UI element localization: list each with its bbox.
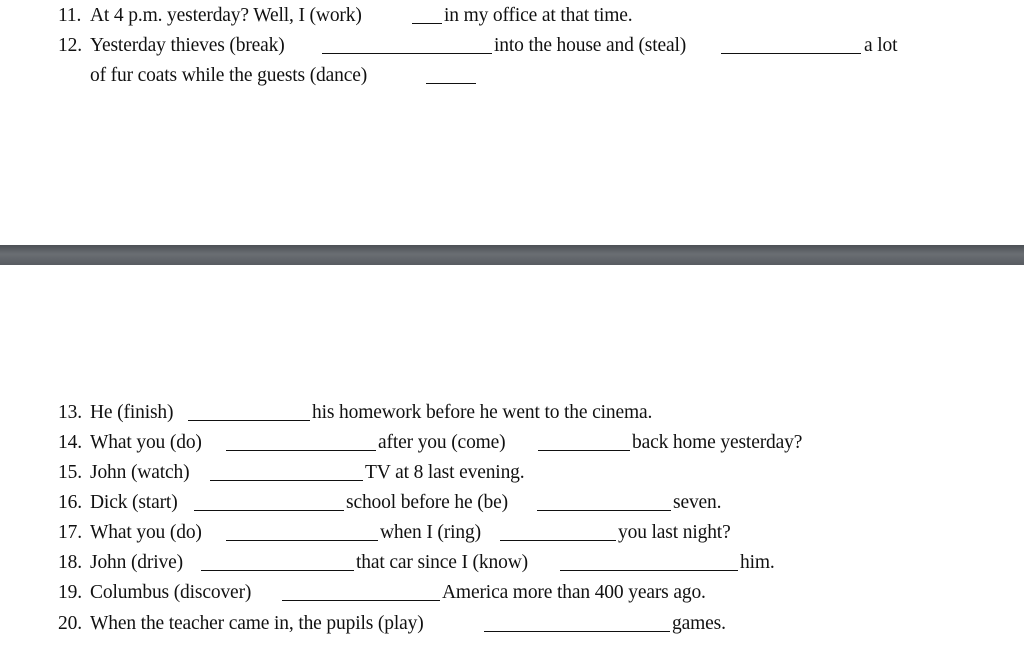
question-text: him. (740, 552, 775, 573)
answer-blank[interactable] (412, 23, 442, 24)
question-text: in my office at that time. (444, 5, 633, 26)
answer-blank[interactable] (201, 570, 354, 571)
question-text: games. (672, 613, 726, 634)
question-text: into the house and (steal) (494, 35, 687, 56)
answer-blank[interactable] (426, 83, 476, 84)
worksheet-page-top (0, 0, 1024, 245)
question-number: 12. (58, 35, 82, 56)
question-number: 20. (58, 613, 82, 634)
question-text: you last night? (618, 522, 731, 543)
question-number: 15. (58, 462, 82, 483)
question-number: 11. (58, 5, 82, 26)
question-number: 18. (58, 552, 82, 573)
answer-blank[interactable] (226, 540, 378, 541)
question-text: What you (do) (90, 522, 202, 543)
question-text: seven. (673, 492, 722, 513)
question-number: 17. (58, 522, 82, 543)
question-text: that car since I (know) (356, 552, 528, 573)
question-text: At 4 p.m. yesterday? Well, I (work) (90, 5, 362, 26)
worksheet-page-bottom (0, 265, 1024, 653)
question-text: Dick (start) (90, 492, 178, 513)
question-number: 14. (58, 432, 82, 453)
answer-blank[interactable] (560, 570, 738, 571)
answer-blank[interactable] (500, 540, 616, 541)
answer-blank[interactable] (721, 53, 861, 54)
question-text: a lot (864, 35, 898, 56)
question-text: John (watch) (90, 462, 190, 483)
answer-blank[interactable] (226, 450, 376, 451)
question-number: 19. (58, 582, 82, 603)
question-text: when I (ring) (380, 522, 481, 543)
answer-blank[interactable] (194, 510, 344, 511)
question-text: Yesterday thieves (break) (90, 35, 285, 56)
question-text: When the teacher came in, the pupils (play) (90, 613, 424, 634)
answer-blank[interactable] (322, 53, 492, 54)
question-text: school before he (be) (346, 492, 508, 513)
question-text: TV at 8 last evening. (365, 462, 525, 483)
question-text: Columbus (discover) (90, 582, 252, 603)
question-text: of fur coats while the guests (dance) (90, 65, 368, 86)
question-number: 16. (58, 492, 82, 513)
answer-blank[interactable] (188, 420, 310, 421)
question-text: What you (do) (90, 432, 202, 453)
answer-blank[interactable] (282, 600, 440, 601)
question-number: 13. (58, 402, 82, 423)
question-text: He (finish) (90, 402, 174, 423)
answer-blank[interactable] (538, 450, 630, 451)
answer-blank[interactable] (537, 510, 671, 511)
answer-blank[interactable] (484, 631, 670, 632)
question-text: back home yesterday? (632, 432, 803, 453)
page-divider (0, 245, 1024, 265)
question-text: after you (come) (378, 432, 506, 453)
question-text: his homework before he went to the cinema. (312, 402, 653, 423)
answer-blank[interactable] (210, 480, 363, 481)
question-text: America more than 400 years ago. (442, 582, 706, 603)
question-text: John (drive) (90, 552, 183, 573)
